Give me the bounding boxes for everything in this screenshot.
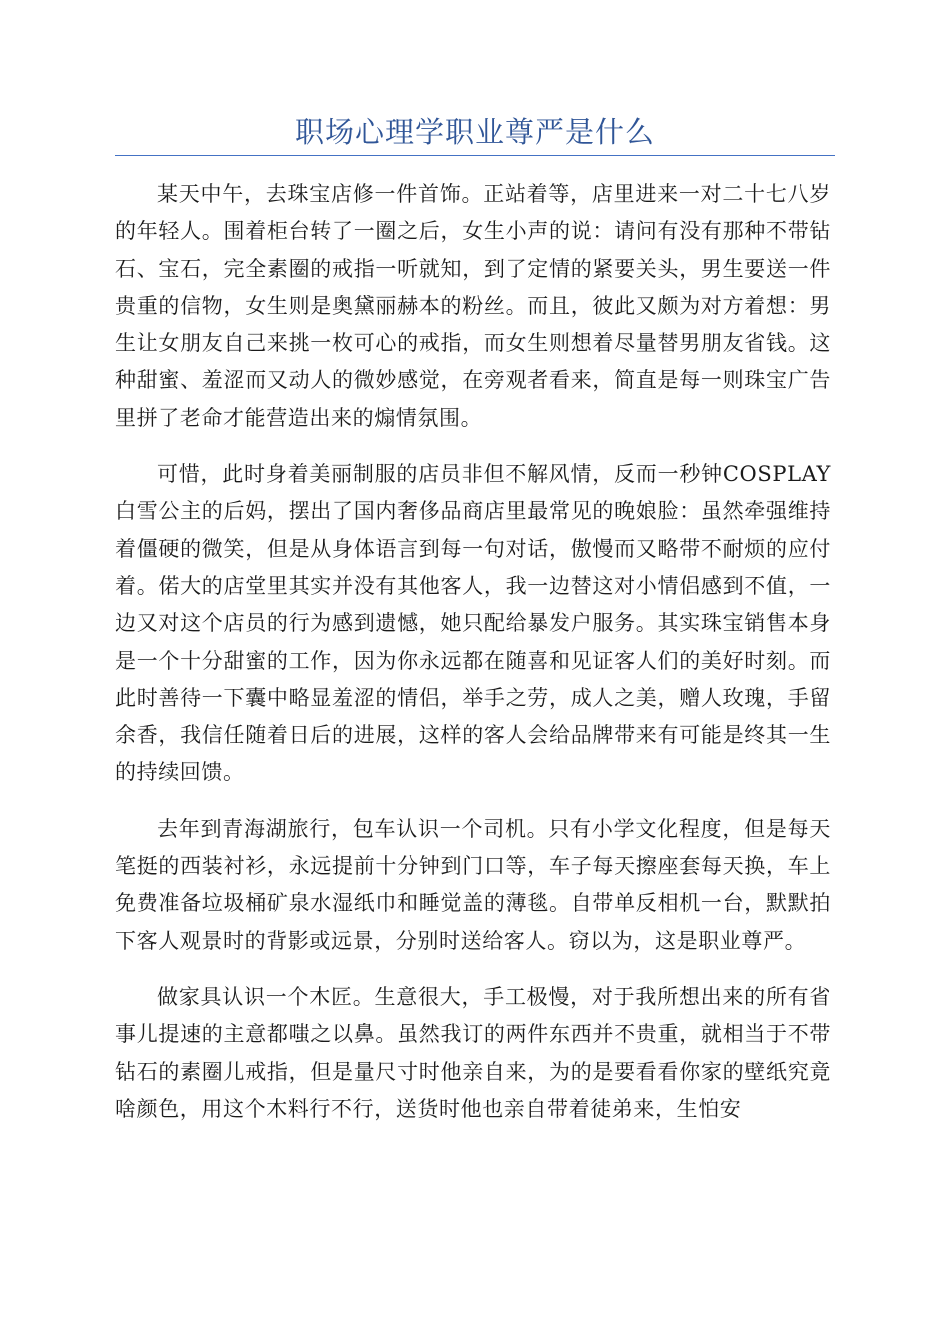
paragraph: 可惜，此时身着美丽制服的店员非但不解风情，反而一秒钟COSPLAY白雪公主的后妈，摆出了国内奢侈品商店里最常见的晚娘脸：虽然牵强维持着僵硬的微笑，但是从身体语言到每一句对话，傲慢而又略带不耐烦的应付着。偌大的店堂里其实并没有其他客人，我一边替这对小情侣感到不值，一边又对这个店员的行为感到遗憾，她只配给暴发户服务。其实珠宝销售本身是一个十分甜蜜的工作，因为你永远都在随喜和见证客人们的美好时刻。而此时善待一下囊中略显羞涩的情侣，举手之劳，成人之美，赠人玫瑰，手留余香，我信任随着日后的进展，这样的客人会给品牌带来有可能是终其一生的持续回馈。 [115, 462, 831, 785]
document-body [115, 176, 831, 1147]
paragraph: 做家具认识一个木匠。生意很大，手工极慢，对于我所想出来的所有省事儿提速的主意都嗤之以鼻。虽然我订的两件东西并不贵重，就相当于不带钻石的素圈儿戒指，但是量尺寸时他亲自来，为的是要看看你家的壁纸究竟啥颜色，用这个木料行不行，送货时他也亲自带着徒弟来，生怕安 [115, 984, 831, 1121]
document-title: 职场心理学职业尊严是什么 [294, 115, 655, 149]
paragraph: 去年到青海湖旅行，包车认识一个司机。只有小学文化程度，但是每天笔挺的西装衬衫，永远提前十分钟到门口等，车子每天擦座套每天换，车上免费准备垃圾桶矿泉水湿纸巾和睡觉盖的薄毯。自带单反相机一台，默默拍下客人观景时的背影或远景，分别时送给客人。窃以为，这是职业尊严。 [115, 816, 831, 953]
title-underline [115, 155, 835, 156]
paragraph: 某天中午，去珠宝店修一件首饰。正站着等，店里进来一对二十七八岁的年轻人。围着柜台转了一圈之后，女生小声的说：请问有没有那种不带钻石、宝石，完全素圈的戒指一听就知，到了定情的紧要关头，男生要送一件贵重的信物，女生则是奥黛丽赫本的粉丝。而且，彼此又颇为对方着想：男生让女朋友自己来挑一枚可心的戒指，而女生则想着尽量替男朋友省钱。这种甜蜜、羞涩而又动人的微妙感觉，在旁观者看来，简直是每一则珠宝广告里拼了老命才能营造出来的煽情氛围。 [115, 182, 831, 430]
